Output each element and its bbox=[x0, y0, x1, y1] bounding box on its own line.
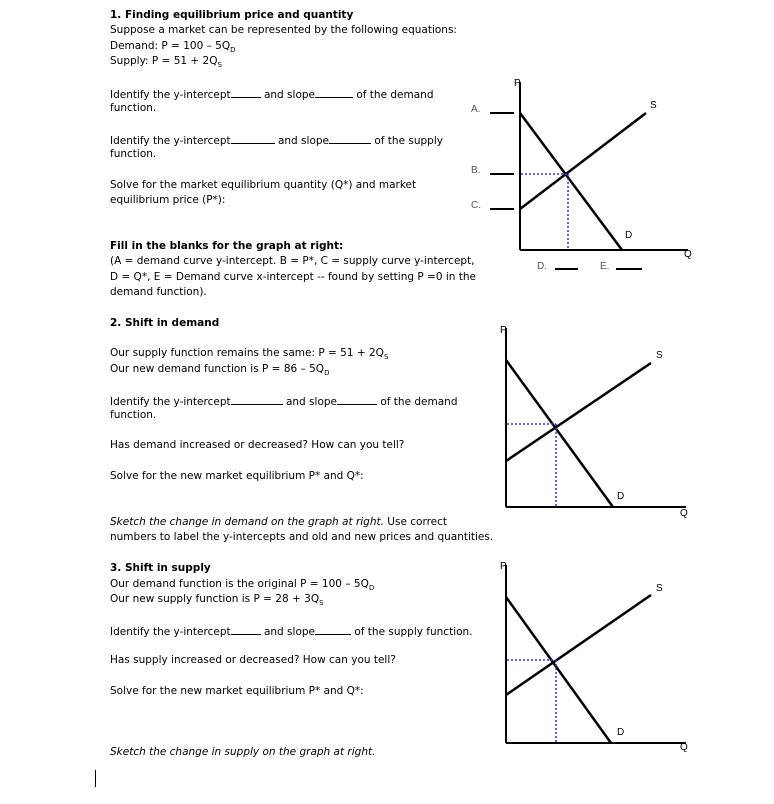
sketch-demand-instruction: Sketch the change in demand on the graph at right. Use correct bbox=[110, 516, 448, 528]
demand-function-line: Our new demand function is $P = 86 - 5Q_D$ bbox=[110, 363, 330, 378]
sketch-supply-instruction: Sketch the change in supply on the graph at right. bbox=[110, 746, 376, 758]
new-equilibrium-question: Solve for the new market equilibrium P* and Q*: bbox=[110, 685, 364, 697]
q-axis-label: Q bbox=[680, 508, 688, 519]
demand-function-line: Our demand function is the original $P = 100 - 5Q_D$ bbox=[110, 578, 375, 593]
supply-curve bbox=[506, 595, 651, 695]
supply-label: S bbox=[656, 350, 663, 361]
demand-equation: Demand: $P = 100 - 5Q_D$ bbox=[110, 40, 236, 55]
question-continuation: function. bbox=[110, 148, 157, 160]
supply-intercept-question: Identify the y-intercept and slope of the supply function. bbox=[110, 623, 473, 640]
section-2-heading: 2. Shift in demand bbox=[110, 317, 220, 329]
fill-blanks-text: D = Q*, E = Demand curve x-intercept -- found by setting P =0 in the bbox=[110, 271, 476, 283]
supply-label: S bbox=[650, 100, 657, 111]
p-axis-label: P bbox=[500, 325, 507, 336]
label-b: B. bbox=[471, 165, 481, 176]
demand-change-question: Has demand increased or decreased? How can you tell? bbox=[110, 439, 405, 451]
q-axis-label: Q bbox=[684, 249, 692, 260]
supply-label: S bbox=[656, 583, 663, 594]
label-c: C. bbox=[471, 200, 481, 211]
question-continuation: function. bbox=[110, 409, 157, 421]
label-d: D. bbox=[537, 261, 547, 272]
sketch-demand-instruction-cont: numbers to label the y-intercepts and old and new prices and quantities. bbox=[110, 531, 494, 543]
solve-equilibrium: Solve for the market equilibrium quantity (Q*) and market bbox=[110, 179, 417, 191]
question-continuation: function. bbox=[110, 102, 157, 114]
demand-label: D bbox=[617, 727, 625, 738]
label-e: E. bbox=[600, 261, 610, 272]
fill-blanks-heading: Fill in the blanks for the graph at right: bbox=[110, 240, 344, 252]
supply-function-line: Our new supply function is $P = 28 + 3Q_S$ bbox=[110, 593, 324, 608]
supply-intercept-question: Identify the y-intercept and slope of the supply bbox=[110, 132, 443, 149]
demand-intercept-question: Identify the y-intercept and slope of the demand bbox=[110, 86, 433, 103]
section-3-heading: 3. Shift in supply bbox=[110, 562, 211, 574]
demand-label: D bbox=[617, 491, 625, 502]
fill-blanks-text: demand function). bbox=[110, 286, 207, 298]
section-1-heading: 1. Finding equilibrium price and quantity bbox=[110, 9, 354, 21]
demand-curve bbox=[506, 597, 611, 743]
p-axis-label: P bbox=[500, 561, 507, 572]
q-axis-label: Q bbox=[680, 742, 688, 753]
supply-change-question: Has supply increased or decreased? How can you tell? bbox=[110, 654, 396, 666]
p-axis-label: P bbox=[514, 78, 521, 89]
demand-label: D bbox=[625, 230, 633, 241]
fill-blanks-text: (A = demand curve y-intercept. B = P*, C = supply curve y-intercept, bbox=[110, 255, 475, 267]
solve-equilibrium-cont: equilibrium price (P*): bbox=[110, 194, 226, 206]
supply-function-line: Our supply function remains the same: $P = 51 + 2Q_S$ bbox=[110, 347, 389, 362]
label-a: A. bbox=[471, 104, 481, 115]
demand-intercept-question: Identify the y-intercept and slope of the demand bbox=[110, 393, 457, 410]
section-1-intro: Suppose a market can be represented by the following equations: bbox=[110, 24, 457, 36]
new-equilibrium-question: Solve for the new market equilibrium P* and Q*: bbox=[110, 470, 364, 482]
supply-equation: Supply: $P = 51 + 2Q_S$ bbox=[110, 55, 222, 70]
